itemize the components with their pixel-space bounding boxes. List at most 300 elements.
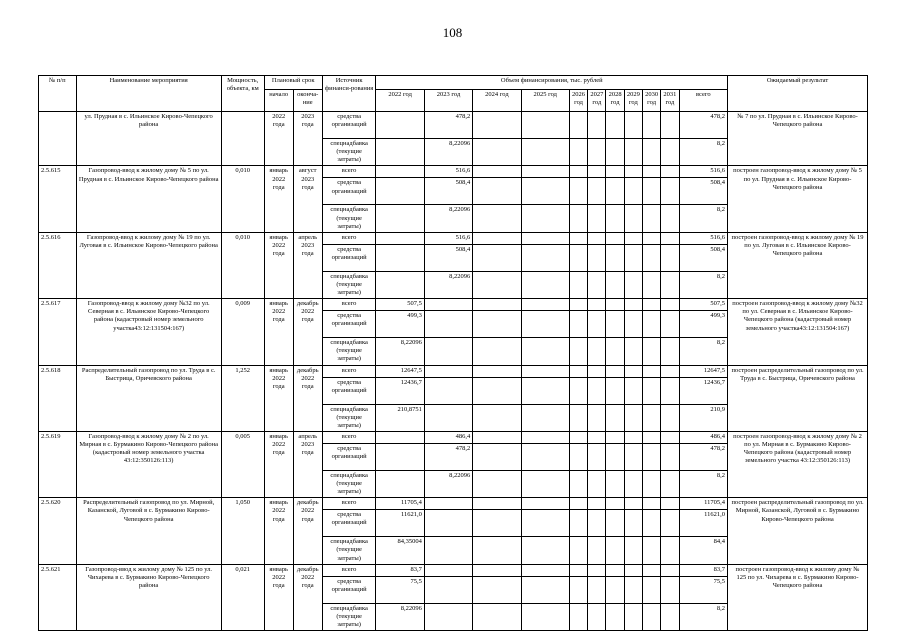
cell-empty	[569, 431, 587, 443]
cell-empty	[642, 139, 660, 166]
row-end: декабрь 2022 года	[293, 299, 322, 365]
cell-empty	[473, 564, 521, 576]
cell-empty	[606, 365, 624, 377]
cell-empty	[521, 498, 569, 510]
row-result: построен газопровод-ввод к жилому дому № 125 по ул. Чихарева в с. Бурмакино Кирово-Чепецкого района	[728, 564, 868, 630]
cell-2023	[424, 311, 472, 338]
year-header: 2026 год	[569, 90, 587, 112]
cell-empty	[606, 510, 624, 537]
cell-2023	[424, 564, 472, 576]
row-source: всего	[322, 299, 376, 311]
col-end-header: оконча-ние	[293, 90, 322, 112]
row-result: построен распределительный газопровод по ул. Труда в с. Быстрица, Оричевского района	[728, 365, 868, 431]
cell-empty	[588, 404, 606, 431]
cell-2022: 210,8751	[376, 404, 424, 431]
cell-empty	[569, 166, 587, 178]
cell-empty	[624, 112, 642, 139]
cell-empty	[624, 205, 642, 232]
row-power: 0,005	[221, 431, 264, 497]
year-header: 2025 год	[521, 90, 569, 112]
cell-empty	[624, 365, 642, 377]
row-end: декабрь 2022 года	[293, 365, 322, 431]
cell-total: 8,2	[679, 271, 728, 298]
cell-empty	[588, 603, 606, 630]
row-power	[221, 112, 264, 166]
cell-2023: 516,6	[424, 166, 472, 178]
cell-empty	[569, 443, 587, 470]
cell-2023	[424, 299, 472, 311]
cell-2023	[424, 603, 472, 630]
row-power: 0,009	[221, 299, 264, 365]
cell-empty	[521, 166, 569, 178]
row-power: 1,050	[221, 498, 264, 564]
cell-empty	[624, 139, 642, 166]
row-source: всего	[322, 498, 376, 510]
col-plan-header: Плановый срок	[264, 76, 322, 90]
cell-2022	[376, 470, 424, 497]
cell-empty	[521, 299, 569, 311]
cell-empty	[473, 404, 521, 431]
cell-empty	[473, 139, 521, 166]
cell-2022: 11705,4	[376, 498, 424, 510]
cell-empty	[569, 510, 587, 537]
cell-total: 508,4	[679, 244, 728, 271]
cell-2023: 478,2	[424, 443, 472, 470]
total-header: всего	[679, 90, 728, 112]
cell-2023	[424, 498, 472, 510]
cell-empty	[624, 271, 642, 298]
cell-2022: 8,22096	[376, 338, 424, 365]
cell-empty	[569, 232, 587, 244]
cell-total: 516,6	[679, 166, 728, 178]
cell-empty	[606, 470, 624, 497]
cell-empty	[642, 510, 660, 537]
cell-empty	[661, 166, 679, 178]
cell-empty	[661, 470, 679, 497]
row-start: январь 2022 года	[264, 166, 293, 232]
row-source: средства организаций	[322, 244, 376, 271]
cell-empty	[642, 564, 660, 576]
cell-2022	[376, 139, 424, 166]
cell-empty	[521, 404, 569, 431]
cell-2023	[424, 377, 472, 404]
row-source: средства организаций	[322, 311, 376, 338]
row-source: всего	[322, 232, 376, 244]
cell-empty	[661, 244, 679, 271]
row-name: Газопровод-ввод к жилому дому № 2 по ул. Мирная в с. Бурмакино Кирово-Чепецкого района (кадастровый номер земельного участка 43:12:350126:113)	[76, 431, 221, 497]
cell-2022	[376, 443, 424, 470]
row-name: Газопровод-ввод к жилому дому № 125 по ул. Чихарева в с. Бурмакино Кирово-Чепецкого района	[76, 564, 221, 630]
row-end: декабрь 2022 года	[293, 498, 322, 564]
cell-2022	[376, 112, 424, 139]
cell-empty	[569, 498, 587, 510]
row-source: всего	[322, 564, 376, 576]
cell-empty	[642, 311, 660, 338]
row-name: ул. Прудная в с. Ильинское Кирово-Чепецкого района	[76, 112, 221, 166]
row-num: 2.5.618	[39, 365, 77, 431]
cell-empty	[661, 510, 679, 537]
cell-2023	[424, 338, 472, 365]
row-name: Распределительный газопровод по ул. Труда в с. Быстрица, Оричевского района	[76, 365, 221, 431]
cell-empty	[624, 311, 642, 338]
cell-2023	[424, 537, 472, 564]
cell-empty	[569, 377, 587, 404]
cell-total: 8,2	[679, 139, 728, 166]
col-name-header: Наименование мероприятия	[76, 76, 221, 112]
cell-empty	[569, 338, 587, 365]
row-start: январь 2022 года	[264, 498, 293, 564]
cell-empty	[588, 338, 606, 365]
row-end: апрель 2023 года	[293, 232, 322, 298]
row-source: спецнадбавка (текущие затраты)	[322, 271, 376, 298]
cell-empty	[521, 510, 569, 537]
cell-empty	[588, 431, 606, 443]
cell-total: 83,7	[679, 564, 728, 576]
row-result: построен распределительный газопровод по ул. Мирной, Казанской, Луговой в с. Бурмакино Кирово-Чепецкого района	[728, 498, 868, 564]
cell-2022	[376, 271, 424, 298]
cell-2023: 8,22096	[424, 139, 472, 166]
cell-2022: 12436,7	[376, 377, 424, 404]
cell-total: 8,2	[679, 603, 728, 630]
cell-empty	[642, 377, 660, 404]
cell-empty	[624, 576, 642, 603]
cell-empty	[473, 537, 521, 564]
row-num	[39, 112, 77, 166]
cell-empty	[624, 338, 642, 365]
cell-empty	[521, 603, 569, 630]
row-power: 0,010	[221, 166, 264, 232]
table-row	[39, 498, 868, 510]
cell-empty	[642, 112, 660, 139]
cell-empty	[473, 112, 521, 139]
cell-empty	[588, 166, 606, 178]
cell-total: 8,2	[679, 338, 728, 365]
cell-empty	[473, 603, 521, 630]
cell-empty	[606, 112, 624, 139]
cell-2023	[424, 365, 472, 377]
cell-empty	[606, 299, 624, 311]
cell-2022: 75,5	[376, 576, 424, 603]
cell-empty	[661, 564, 679, 576]
cell-empty	[606, 244, 624, 271]
cell-empty	[473, 166, 521, 178]
cell-empty	[661, 338, 679, 365]
table-row	[39, 564, 868, 576]
cell-empty	[642, 404, 660, 431]
table-row	[39, 431, 868, 443]
cell-empty	[624, 232, 642, 244]
cell-empty	[521, 576, 569, 603]
cell-2022	[376, 205, 424, 232]
cell-empty	[624, 443, 642, 470]
cell-empty	[473, 510, 521, 537]
row-power: 1,252	[221, 365, 264, 431]
row-source: средства организаций	[322, 510, 376, 537]
cell-total: 499,3	[679, 311, 728, 338]
cell-empty	[588, 576, 606, 603]
cell-empty	[521, 178, 569, 205]
cell-empty	[569, 404, 587, 431]
cell-total: 11705,4	[679, 498, 728, 510]
cell-2022: 12647,5	[376, 365, 424, 377]
cell-total: 11621,0	[679, 510, 728, 537]
col-result-header: Ожидаемый результат	[728, 76, 868, 112]
cell-empty	[642, 576, 660, 603]
cell-empty	[473, 498, 521, 510]
cell-empty	[521, 365, 569, 377]
cell-empty	[642, 166, 660, 178]
cell-total: 478,2	[679, 112, 728, 139]
year-header: 2030 год	[642, 90, 660, 112]
cell-empty	[642, 244, 660, 271]
cell-empty	[606, 564, 624, 576]
cell-empty	[473, 377, 521, 404]
row-result: построен газопровод-ввод к жилому дому № 2 по ул. Мирная в с. Бурмакино Кирово-Чепецкого района (кадастровый номер земельного участка 43:12:350126:113)	[728, 431, 868, 497]
cell-empty	[661, 443, 679, 470]
cell-empty	[624, 510, 642, 537]
cell-empty	[473, 271, 521, 298]
table-row	[39, 232, 868, 244]
cell-empty	[473, 244, 521, 271]
cell-empty	[642, 338, 660, 365]
row-source: спецнадбавка (текущие затраты)	[322, 139, 376, 166]
cell-total: 210,9	[679, 404, 728, 431]
cell-total: 516,6	[679, 232, 728, 244]
cell-empty	[642, 498, 660, 510]
cell-2022	[376, 431, 424, 443]
cell-empty	[624, 299, 642, 311]
row-result: № 7 по ул. Прудная в с. Ильинское Кирово-Чепецкого района	[728, 112, 868, 166]
row-start: январь 2022 года	[264, 299, 293, 365]
cell-2023: 516,6	[424, 232, 472, 244]
cell-empty	[588, 244, 606, 271]
row-num: 2.5.620	[39, 498, 77, 564]
cell-empty	[569, 603, 587, 630]
cell-empty	[642, 470, 660, 497]
cell-empty	[521, 112, 569, 139]
cell-empty	[606, 443, 624, 470]
header-row-1	[39, 76, 868, 90]
row-end: апрель 2023 года	[293, 431, 322, 497]
cell-2023	[424, 404, 472, 431]
row-result: построен газопровод-ввод к жилому дому №32 по ул. Северная в с. Ильинское Кирово-Чепецкого района (кадастровый номер земельного участка43:12:131504:167)	[728, 299, 868, 365]
row-name: Распределительный газопровод по ул. Мирной, Казанской, Луговой в с. Бурмакино Кирово-Чепецкого района	[76, 498, 221, 564]
row-end: август 2023 года	[293, 166, 322, 232]
cell-total: 12647,5	[679, 365, 728, 377]
cell-2022: 84,35004	[376, 537, 424, 564]
cell-empty	[569, 564, 587, 576]
cell-empty	[588, 112, 606, 139]
cell-2023: 508,4	[424, 244, 472, 271]
cell-empty	[569, 244, 587, 271]
financing-table	[38, 75, 868, 631]
cell-empty	[606, 271, 624, 298]
cell-empty	[521, 232, 569, 244]
cell-empty	[661, 365, 679, 377]
row-start: январь 2022 года	[264, 232, 293, 298]
cell-empty	[521, 311, 569, 338]
cell-empty	[661, 139, 679, 166]
year-header: 2023 год	[424, 90, 472, 112]
cell-empty	[606, 205, 624, 232]
cell-empty	[521, 537, 569, 564]
cell-empty	[606, 576, 624, 603]
cell-empty	[473, 431, 521, 443]
cell-empty	[661, 178, 679, 205]
row-result: построен газопровод-ввод к жилому дому № 5 по ул. Прудная в с. Ильинское Кирово-Чепецкого района	[728, 166, 868, 232]
col-num-header: № п/п	[39, 76, 77, 112]
cell-empty	[569, 365, 587, 377]
cell-empty	[642, 365, 660, 377]
cell-empty	[473, 205, 521, 232]
cell-total: 75,5	[679, 576, 728, 603]
cell-empty	[642, 603, 660, 630]
cell-empty	[624, 537, 642, 564]
cell-total: 508,4	[679, 178, 728, 205]
year-header: 2031 год	[661, 90, 679, 112]
cell-empty	[588, 365, 606, 377]
cell-empty	[642, 443, 660, 470]
cell-empty	[606, 139, 624, 166]
row-num: 2.5.617	[39, 299, 77, 365]
cell-empty	[521, 205, 569, 232]
cell-empty	[521, 338, 569, 365]
cell-empty	[521, 470, 569, 497]
cell-empty	[661, 112, 679, 139]
cell-empty	[661, 537, 679, 564]
cell-empty	[473, 311, 521, 338]
cell-empty	[588, 205, 606, 232]
cell-empty	[473, 365, 521, 377]
cell-empty	[624, 431, 642, 443]
cell-empty	[569, 576, 587, 603]
cell-2023	[424, 510, 472, 537]
cell-empty	[661, 603, 679, 630]
cell-empty	[606, 498, 624, 510]
row-source: всего	[322, 166, 376, 178]
table-row	[39, 166, 868, 178]
cell-empty	[588, 139, 606, 166]
cell-empty	[661, 299, 679, 311]
cell-2022: 499,3	[376, 311, 424, 338]
cell-2023: 508,4	[424, 178, 472, 205]
cell-empty	[606, 377, 624, 404]
row-source: средства организаций	[322, 443, 376, 470]
cell-empty	[606, 311, 624, 338]
row-name: Газопровод-ввод к жилому дому № 5 по ул. Прудная в с. Ильинское Кирово-Чепецкого района	[76, 166, 221, 232]
cell-empty	[521, 244, 569, 271]
table-row	[39, 299, 868, 311]
cell-empty	[569, 139, 587, 166]
cell-empty	[588, 311, 606, 338]
year-header: 2024 год	[473, 90, 521, 112]
cell-empty	[521, 431, 569, 443]
cell-empty	[642, 537, 660, 564]
row-start: январь 2022 года	[264, 365, 293, 431]
cell-empty	[521, 139, 569, 166]
row-source: средства организаций	[322, 576, 376, 603]
row-start: 2022 года	[264, 112, 293, 166]
row-source: спецнадбавка (текущие затраты)	[322, 537, 376, 564]
page-number: 108	[442, 25, 463, 40]
cell-empty	[642, 205, 660, 232]
cell-empty	[569, 205, 587, 232]
cell-2023	[424, 576, 472, 603]
cell-empty	[473, 178, 521, 205]
cell-empty	[588, 299, 606, 311]
cell-empty	[624, 244, 642, 271]
row-source: спецнадбавка (текущие затраты)	[322, 603, 376, 630]
row-name: Газопровод-ввод к жилому дому № 19 по ул. Луговая в с. Ильинское Кирово-Чепецкого района	[76, 232, 221, 298]
cell-2023: 8,22096	[424, 205, 472, 232]
row-source: средства организаций	[322, 178, 376, 205]
cell-2023: 8,22096	[424, 271, 472, 298]
cell-2022	[376, 232, 424, 244]
row-num: 2.5.615	[39, 166, 77, 232]
cell-empty	[473, 232, 521, 244]
cell-2022: 8,22096	[376, 603, 424, 630]
cell-empty	[661, 576, 679, 603]
cell-empty	[642, 232, 660, 244]
cell-empty	[624, 178, 642, 205]
cell-empty	[606, 338, 624, 365]
cell-empty	[606, 232, 624, 244]
cell-empty	[624, 377, 642, 404]
cell-empty	[624, 603, 642, 630]
cell-total: 8,2	[679, 470, 728, 497]
row-source: всего	[322, 365, 376, 377]
cell-empty	[588, 178, 606, 205]
row-start: январь 2022 года	[264, 431, 293, 497]
cell-empty	[606, 404, 624, 431]
cell-empty	[588, 510, 606, 537]
cell-empty	[588, 232, 606, 244]
cell-empty	[569, 470, 587, 497]
cell-empty	[588, 537, 606, 564]
cell-empty	[661, 311, 679, 338]
row-power: 0,021	[221, 564, 264, 630]
row-end: 2023 года	[293, 112, 322, 166]
col-start-header: начало	[264, 90, 293, 112]
cell-empty	[569, 537, 587, 564]
cell-empty	[661, 377, 679, 404]
cell-empty	[642, 431, 660, 443]
row-end: декабрь 2022 года	[293, 564, 322, 630]
cell-total: 8,2	[679, 205, 728, 232]
cell-empty	[606, 603, 624, 630]
cell-empty	[569, 178, 587, 205]
cell-empty	[624, 166, 642, 178]
cell-2022: 11621,0	[376, 510, 424, 537]
row-power: 0,010	[221, 232, 264, 298]
row-result: построен газопровод-ввод к жилому дому № 19 по ул. Луговая в с. Ильинское Кирово-Чепецкого района	[728, 232, 868, 298]
row-source: всего	[322, 431, 376, 443]
cell-empty	[642, 271, 660, 298]
cell-empty	[521, 443, 569, 470]
cell-empty	[473, 576, 521, 603]
row-source: спецнадбавка (текущие затраты)	[322, 205, 376, 232]
cell-empty	[642, 299, 660, 311]
cell-2022: 83,7	[376, 564, 424, 576]
cell-empty	[473, 443, 521, 470]
cell-empty	[569, 311, 587, 338]
cell-total: 12436,7	[679, 377, 728, 404]
col-power-header: Мощность, объекта, км	[221, 76, 264, 112]
col-source-header: Источник финанси-рования	[322, 76, 376, 112]
cell-empty	[521, 564, 569, 576]
cell-empty	[661, 232, 679, 244]
row-source: средства организаций	[322, 377, 376, 404]
